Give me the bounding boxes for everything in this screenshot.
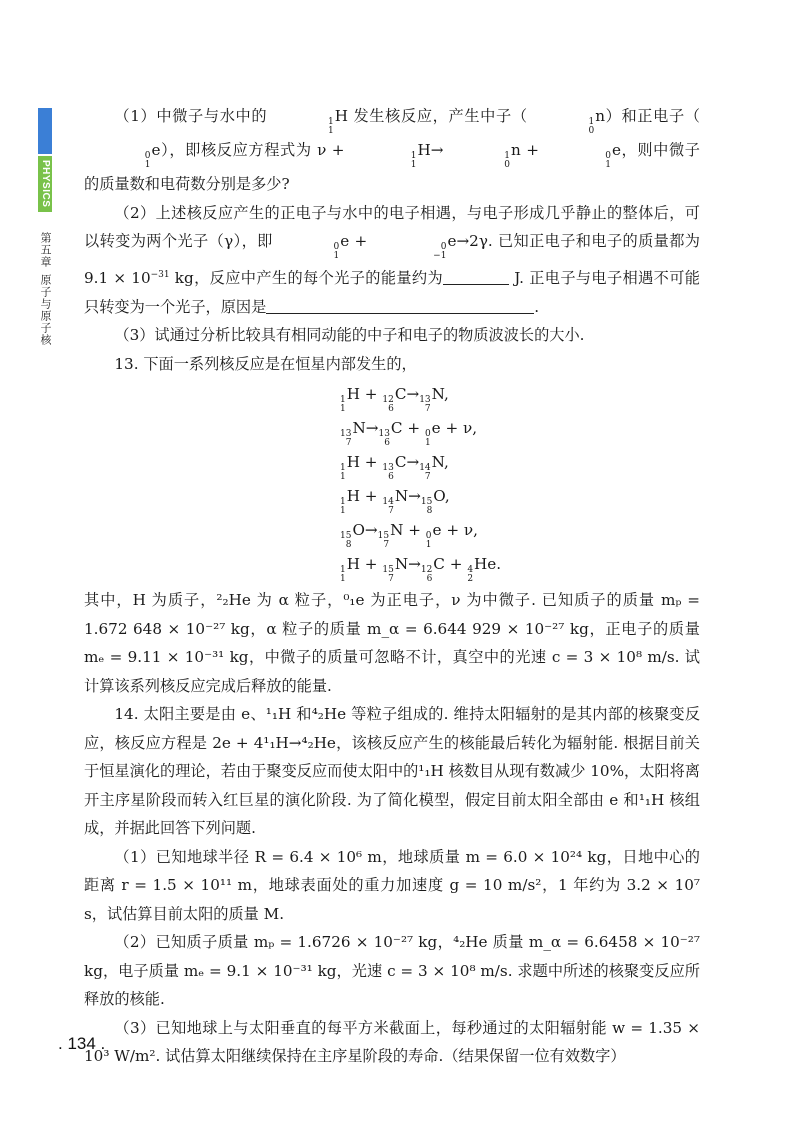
equation-1: 1 1 H + 12 6 C→ 13 7 N, — [340, 385, 449, 415]
sidebar-chapter: 第五章 — [39, 232, 52, 268]
equation-5: 15 8 O→ 15 7 N + 0 1 e + ν, — [340, 521, 478, 551]
sidebar-subject-tab: PHYSICS — [38, 156, 52, 212]
equation-4: 1 1 H + 14 7 N→ 15 8 O, — [340, 487, 450, 517]
page-number: . 134 . — [58, 1034, 106, 1053]
answer-blank-photon-energy[interactable] — [443, 268, 509, 285]
question-12-part-2: （2）上述核反应产生的正电子与水中的电子相遇，与电子形成几乎静止的整体后，可以转变为两个光子（γ），即 0 1 e + 0 −1 e→2γ. 已知正电子和电子的质量都为 $9.1 \times 10^{-31}$ kg，反应中产生的每个光子的能量约为 J. 正电子与电子相遇不可能只转变为一个光子，原因是 . — [84, 203, 700, 316]
page-body — [84, 102, 700, 1071]
equation-2: 13 7 N→ 13 6 C + 0 1 e + ν, — [340, 419, 478, 449]
question-14-intro: 14. 太阳主要是由 e、¹₁H 和⁴₂He 等粒子组成的. 维持太阳辐射的是其内部的核聚变反应，核反应方程是 2e + 4¹₁H→⁴₂He，该核反应产生的核能最后转化为辐射能. 根据目前关于恒星演化的理论，若由于聚变反应而使太阳中的¹₁H 核数目从现有数减少 10%，太阳将离开主序星阶段而转入红巨星的演化阶段. 为了简化模型，假定目前太阳全部由 e 和¹₁H 核组成，并据此回答下列问题. — [84, 705, 701, 838]
sidebar-section: 原子与原子核 — [39, 274, 52, 346]
equation-6: 1 1 H + 15 7 N→ 12 6 C + 4 2 He. — [340, 555, 502, 585]
answer-blank-reason[interactable] — [266, 297, 534, 314]
question-14-part-3: （3）已知地球上与太阳垂直的每平方米截面上，每秒通过的太阳辐射能 w = 1.35 × 10³ W/m². 试估算太阳继续保持在主序星阶段的寿命.（结果保留一位有效数字） — [84, 1018, 700, 1066]
question-14-part-1: （1）已知地球半径 R = 6.4 × 10⁶ m，地球质量 m = 6.0 × 10²⁴ kg，日地中心的距离 r = 1.5 × 10¹¹ m，地球表面处的重力加速度 g = 10 m/s²，1 年约为 3.2 × 10⁷ s，试估算目前太阳的质量 M. — [84, 847, 700, 923]
question-13-intro: 13. 下面一系列核反应是在恒星内部发生的， — [114, 354, 417, 373]
question-13-body: 其中，H 为质子，²₂He 为 α 粒子，⁰₁e 为正电子，ν 为中微子. 已知质子的质量 mₚ = 1.672 648 × 10⁻²⁷ kg，α 粒子的质量 m_α = 6.644 929 × 10⁻²⁷ kg，正电子的质量 mₑ = 9.11 × 10⁻³¹ kg，中微子的质量可忽略不计，真空中的光速 c = 3 × 10⁸ m/s. 试计算该系列核反应完成后释放的能量. — [84, 591, 700, 695]
question-14-part-2: （2）已知质子质量 mₚ = 1.6726 × 10⁻²⁷ kg，⁴₂He 质量 m_α = 6.6458 × 10⁻²⁷ kg，电子质量 mₑ = 9.1 × 10⁻³¹ kg，光速 c = 3 × 10⁸ m/s. 求题中所述的核聚变反应所释放的核能. — [84, 933, 700, 1009]
equation-3: 1 1 H + 13 6 C→ 14 7 N, — [340, 453, 449, 483]
reaction-equations — [340, 380, 700, 584]
sidebar-blue-tab — [38, 108, 52, 154]
question-12-part-3: （3）试通过分析比较具有相同动能的中子和电子的物质波波长的大小. — [114, 326, 585, 345]
question-12-part-1: （1）中微子与水中的 1 1 H 发生核反应，产生中子（ 1 0 n）和正电子（ 0 1 e），即核反应方程式为 ν + 1 1 H→ 1 0 n + 0 1 e，则中微子的质量数和电荷数分别是多少? — [84, 107, 700, 193]
